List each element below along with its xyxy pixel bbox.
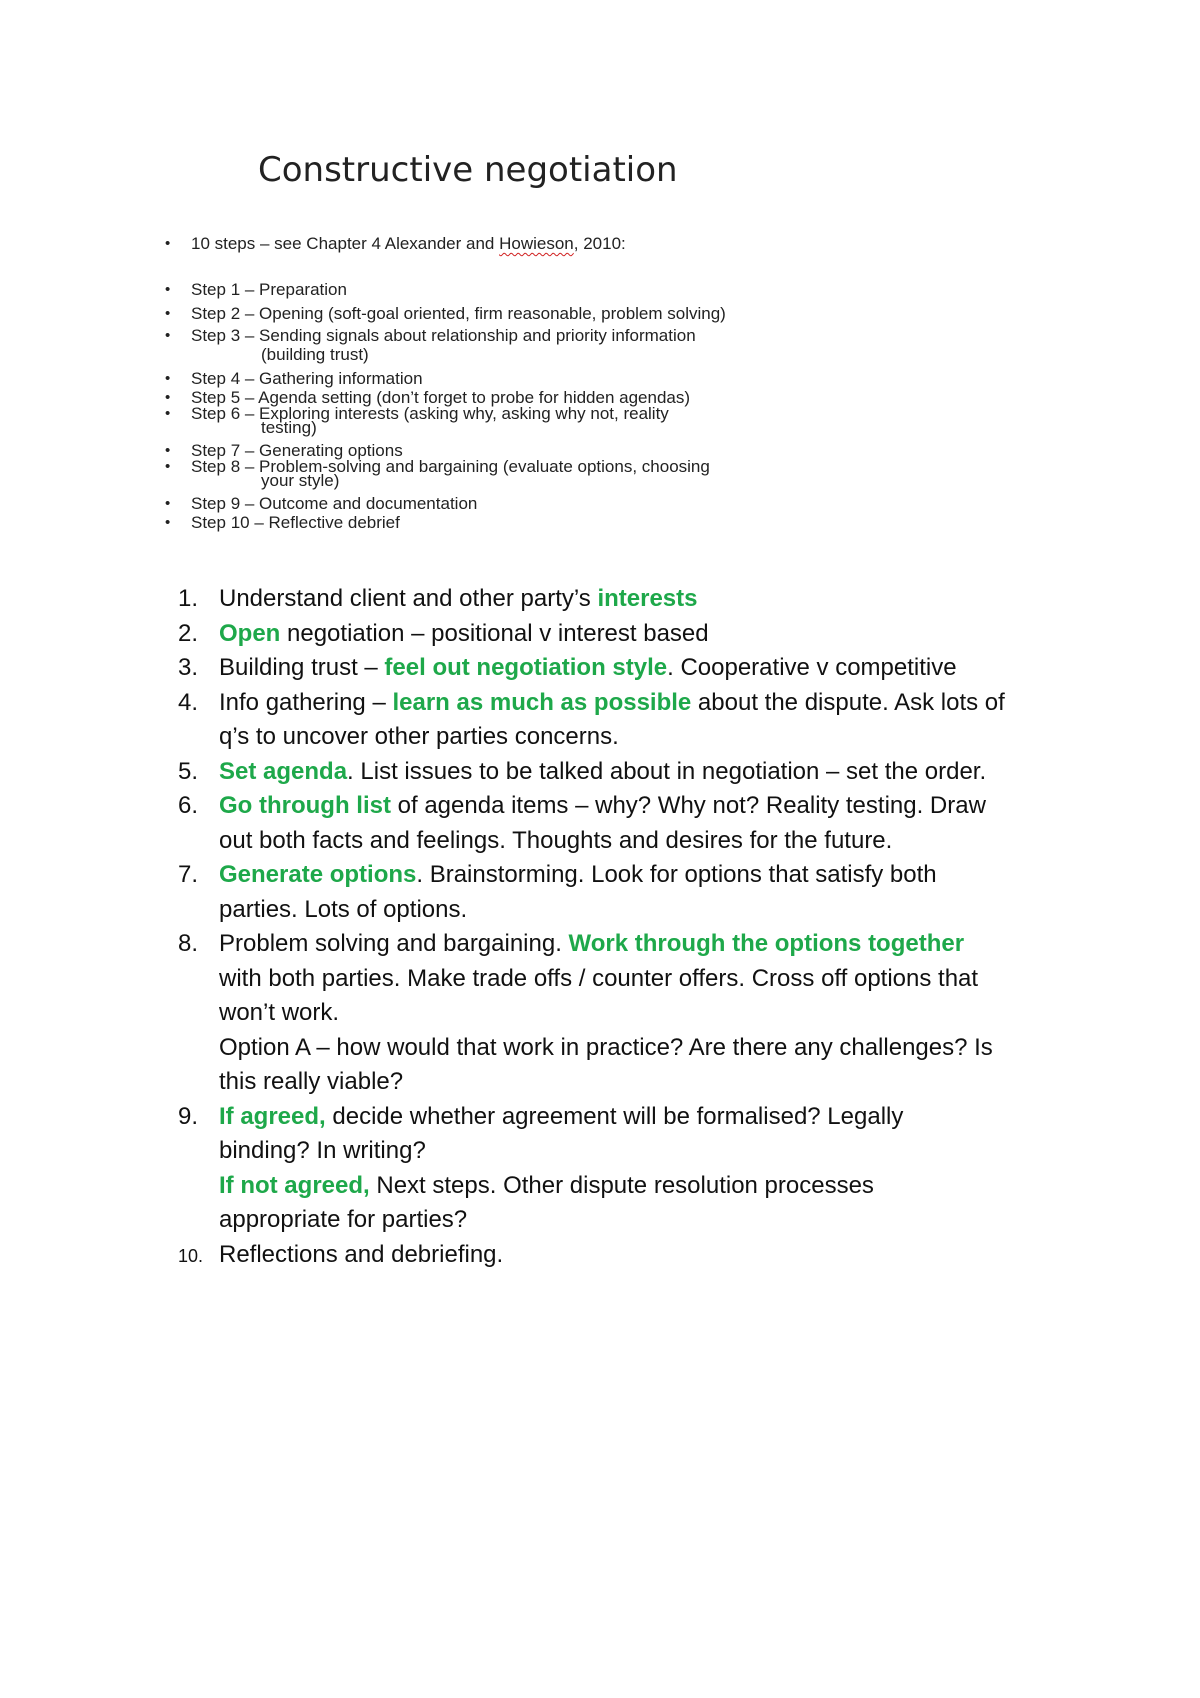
step-number: 4. xyxy=(178,688,199,716)
highlighted-phrase: Open xyxy=(219,619,281,647)
highlighted-phrase: learn as much as possible xyxy=(392,688,692,716)
highlighted-phrase: If not agreed, xyxy=(219,1171,370,1199)
step-line xyxy=(219,720,1078,755)
numbered-step-4 xyxy=(178,686,1078,755)
step-text: Problem solving and bargaining. xyxy=(219,930,569,957)
step-text: won’t work. xyxy=(219,999,340,1026)
step-text: . List issues to be talked about in negotiation – set the order. xyxy=(347,757,987,785)
step-line xyxy=(219,1100,1078,1135)
step-line xyxy=(219,996,1078,1031)
numbered-step-2 xyxy=(178,617,1078,652)
step-text: . Brainstorming. Look for options that satisfy both xyxy=(416,861,937,888)
outline-step-continuation: testing) xyxy=(261,418,317,437)
numbered-step-6 xyxy=(178,789,1078,858)
outline-step-text: Step 5 – Agenda setting (don’t forget to probe for hidden agendas) xyxy=(191,388,691,407)
step-text: binding? In writing? xyxy=(219,1137,426,1164)
outline-step-continuation: your style) xyxy=(261,471,340,490)
outline-step-continuation: (building trust) xyxy=(261,345,369,364)
step-line xyxy=(219,617,1078,652)
step-text: Reflections and debriefing. xyxy=(219,1240,504,1268)
step-text: Building trust – xyxy=(219,654,385,681)
page-title: Constructive negotiation xyxy=(258,150,678,190)
step-number: 8. xyxy=(178,930,199,957)
step-line xyxy=(219,1134,1078,1169)
highlighted-phrase: Generate options xyxy=(219,861,417,888)
step-line xyxy=(219,582,1078,617)
outline-step-text: Step 3 – Sending signals about relationship and priority information xyxy=(191,326,696,345)
step-text: Option A – how would that work in practice? Are there any challenges? Is xyxy=(219,1033,993,1061)
step-line xyxy=(219,1031,1078,1066)
step-text: q’s to uncover other parties concerns. xyxy=(219,723,619,750)
step-text: Next steps. Other dispute resolution processes xyxy=(369,1171,874,1199)
outline-step-3 xyxy=(165,326,726,364)
step-line xyxy=(219,824,1078,859)
step-line xyxy=(219,1203,1078,1238)
bullet-icon: • xyxy=(165,305,171,322)
step-line xyxy=(219,651,1078,686)
outline-step-text: Step 9 – Outcome and documentation xyxy=(191,494,478,513)
outline-step-6 xyxy=(165,404,726,437)
step-number: 7. xyxy=(178,861,199,888)
step-number: 6. xyxy=(178,792,199,819)
outline-step-text: Step 8 – Problem-solving and bargaining (evaluate options, choosing xyxy=(191,457,710,476)
numbered-step-10 xyxy=(178,1238,1078,1273)
step-line xyxy=(219,789,1078,824)
outline-step-text: Step 10 – Reflective debrief xyxy=(191,513,400,532)
step-text: . Cooperative v competitive xyxy=(667,654,957,681)
outline-step-8 xyxy=(165,457,726,490)
bullet-icon: • xyxy=(165,442,171,459)
outline-bullet-list xyxy=(165,232,726,532)
step-text: decide whether agreement will be formalised? Legally xyxy=(325,1102,904,1130)
highlighted-phrase: Set agenda xyxy=(219,757,348,785)
outline-step-text: Step 4 – Gathering information xyxy=(191,369,423,388)
step-line xyxy=(219,893,1078,928)
numbered-step-8 xyxy=(178,927,1078,1100)
spellcheck-underlined-word: Howieson xyxy=(499,234,574,253)
step-line xyxy=(219,927,1078,962)
step-text: this really viable? xyxy=(219,1068,404,1095)
step-number: 3. xyxy=(178,654,199,681)
bullet-icon: • xyxy=(165,327,171,344)
step-number: 9. xyxy=(178,1102,199,1130)
outline-step-2 xyxy=(165,302,726,326)
step-number: 1. xyxy=(178,585,199,612)
step-text: about the dispute. Ask lots of xyxy=(691,688,1005,716)
highlighted-phrase: interests xyxy=(597,585,698,612)
step-text: negotiation – positional v interest based xyxy=(280,619,709,647)
step-line xyxy=(219,1065,1078,1100)
step-text: appropriate for parties? xyxy=(219,1206,468,1233)
step-text: with both parties. Make trade offs / counter offers. Cross off options that xyxy=(219,964,979,992)
step-line xyxy=(219,686,1078,721)
bullet-icon: • xyxy=(165,370,171,387)
step-number: 5. xyxy=(178,757,199,785)
numbered-step-7 xyxy=(178,858,1078,927)
outline-step-text: Step 2 – Opening (soft-goal oriented, firm reasonable, problem solving) xyxy=(191,304,726,323)
outline-step-9 xyxy=(165,494,726,513)
step-line xyxy=(219,1238,1078,1273)
numbered-step-5 xyxy=(178,755,1078,790)
step-number: 10. xyxy=(178,1245,204,1266)
step-text: parties. Lots of options. xyxy=(219,895,468,923)
bullet-icon: • xyxy=(165,458,171,475)
outline-step-1 xyxy=(165,278,726,302)
bullet-icon: • xyxy=(165,235,171,252)
outline-step-text: Step 7 – Generating options xyxy=(191,441,403,460)
step-text: of agenda items – why? Why not? Reality testing. Draw xyxy=(390,792,986,819)
bullet-icon: • xyxy=(165,405,171,422)
step-text: Understand client and other party’s xyxy=(219,585,598,612)
highlighted-phrase: Work through the options together xyxy=(568,930,965,957)
step-number: 2. xyxy=(178,619,199,647)
bullet-icon: • xyxy=(165,495,171,512)
highlighted-phrase: If agreed, xyxy=(219,1102,326,1130)
step-line xyxy=(219,962,1078,997)
outline-step-text: Step 1 – Preparation xyxy=(191,280,347,299)
step-line xyxy=(219,1169,1078,1204)
numbered-step-3 xyxy=(178,651,1078,686)
intro-text-after: , 2010: xyxy=(573,234,626,253)
bullet-icon: • xyxy=(165,514,171,531)
highlighted-phrase: feel out negotiation style xyxy=(384,654,668,681)
numbered-step-9 xyxy=(178,1100,1078,1238)
outline-step-4 xyxy=(165,369,726,388)
outline-step-text: Step 6 – Exploring interests (asking why, asking why not, reality xyxy=(191,404,669,423)
outline-step-10 xyxy=(165,513,726,532)
intro-text-before: 10 steps – see Chapter 4 Alexander and xyxy=(191,234,500,253)
numbered-step-1 xyxy=(178,582,1078,617)
step-line xyxy=(219,755,1078,790)
highlighted-phrase: Go through list xyxy=(219,792,391,819)
step-line xyxy=(219,858,1078,893)
bullet-icon: • xyxy=(165,281,171,298)
bullet-icon: • xyxy=(165,389,171,406)
intro-bullet xyxy=(165,232,726,256)
step-text: Info gathering – xyxy=(219,688,393,716)
numbered-step-list xyxy=(178,582,1078,1272)
step-text: out both facts and feelings. Thoughts and desires for the future. xyxy=(219,826,893,854)
